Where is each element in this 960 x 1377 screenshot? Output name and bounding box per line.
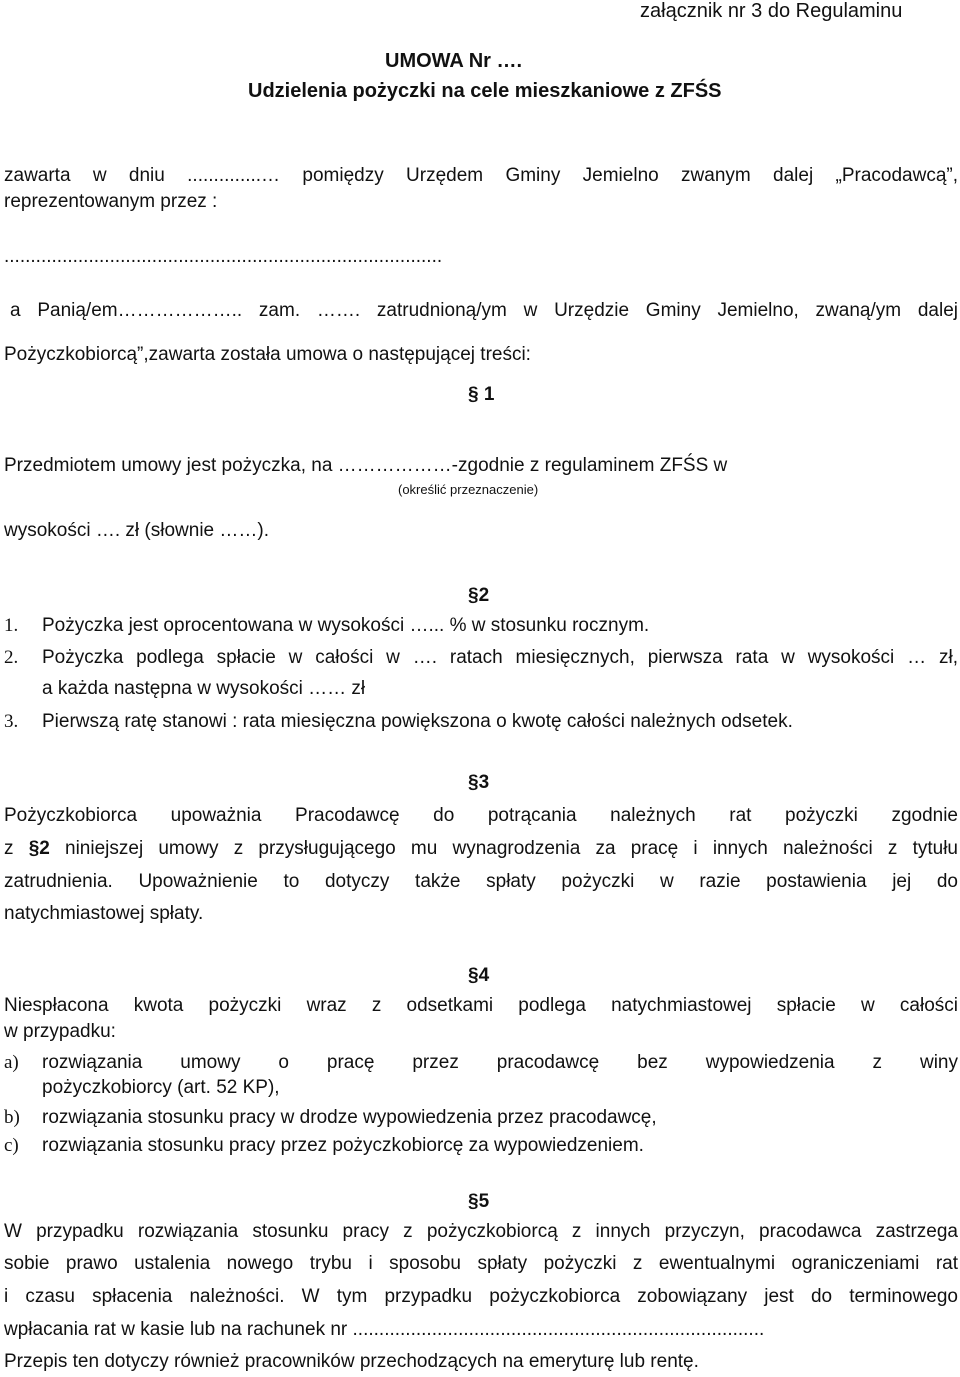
section-2-item-1: Pożyczka jest oprocentowana w wysokości …... % w stosunku rocznym.: [42, 615, 650, 636]
section-4-item-c: rozwiązania stosunku pracy przez pożyczkobiorcę za wypowiedzeniem.: [42, 1135, 644, 1156]
section-2-item-2-number: 2.: [4, 647, 19, 668]
section-3-line-3: zatrudnienia. Upoważnienie to dotyczy także spłaty pożyczki w razie postawienia jej do: [4, 871, 958, 892]
section-2-item-1-number: 1.: [4, 615, 19, 636]
section-5-line-3: i czasu spłacenia należności. W tym przypadku pożyczkobiorca zobowiązany jest do terminowego: [4, 1286, 958, 1307]
intro-line-5: Pożyczkobiorcą”,zawarta została umowa o następującej treści:: [4, 344, 531, 365]
section-2-item-2-cont: a każda następna w wysokości …… zł: [42, 678, 366, 699]
section-4-item-b-letter: b): [4, 1107, 20, 1128]
section-1-line-2: wysokości …. zł (słownie ……).: [4, 520, 269, 541]
section-5-line-4: wpłacania rat w kasie lub na rachunek nr ..............................................................................: [4, 1319, 765, 1340]
intro-line-3: ...................................................................................: [4, 246, 443, 267]
section-5-line-2: sobie prawo ustalenia nowego trybu i sposobu spłaty pożyczki z ewentualnymi ograniczeniami rat: [4, 1253, 958, 1274]
intro-line-4: a Panią/em……………….. zam. ……. zatrudnioną/ym w Urzędzie Gminy Jemielno, zwaną/ym dalej: [10, 300, 958, 321]
intro-line-2: reprezentowanym przez :: [4, 191, 218, 212]
section-4-line-1: Niespłacona kwota pożyczki wraz z odsetkami podlega natychmiastowej spłacie w całości: [4, 995, 958, 1016]
section-3-line-1: Pożyczkobiorca upoważnia Pracodawcę do potrącania należnych rat pożyczki zgodnie: [4, 805, 958, 826]
section-5-line-1: W przypadku rozwiązania stosunku pracy z pożyczkobiorcą z innych przyczyn, pracodawca zastrzega: [4, 1221, 958, 1242]
section-2-item-3-number: 3.: [4, 711, 19, 732]
intro-line-1: zawarta w dniu ..............… pomiędzy Urzędem Gminy Jemielno zwanym dalej „Pracodawcą”,: [4, 165, 958, 186]
attachment-note: załącznik nr 3 do Regulaminu: [640, 0, 903, 22]
section-4-item-c-letter: c): [4, 1135, 19, 1156]
section-1-heading: § 1: [468, 384, 495, 405]
section-3-line-2: z §2 niniejszej umowy z przysługującego mu wynagrodzenia za pracę i innych należności z tytułu: [4, 838, 958, 859]
section-4-item-a-letter: a): [4, 1052, 19, 1073]
section-1-note: (określić przeznaczenie): [398, 482, 539, 497]
section-4-item-a-cont: pożyczkobiorcy (art. 52 KP),: [42, 1077, 280, 1098]
section-4-heading: §4: [468, 965, 490, 986]
section-3-line-4: natychmiastowej spłaty.: [4, 903, 204, 924]
section-4-item-b: rozwiązania stosunku pracy w drodze wypowiedzenia przez pracodawcę,: [42, 1107, 657, 1128]
section-2-heading: §2: [468, 585, 490, 606]
section-4-line-2: w przypadku:: [4, 1021, 116, 1042]
section-5-heading: §5: [468, 1191, 490, 1212]
contract-subtitle: Udzielenia pożyczki na cele mieszkaniowe z ZFŚS: [248, 80, 722, 102]
section-2-item-2: Pożyczka podlega spłacie w całości w …. ratach miesięcznych, pierwsza rata w wysokości … zł,: [42, 647, 958, 668]
section-1-line-1: Przedmiotem umowy jest pożyczka, na ………………-zgodnie z regulaminem ZFŚS w: [4, 455, 728, 476]
section-2-item-3: Pierwszą ratę stanowi : rata miesięczna powiększona o kwotę całości należnych odsetek.: [42, 711, 793, 732]
section-4-item-a: rozwiązania umowy o pracę przez pracodawcę bez wypowiedzenia z winy: [42, 1052, 958, 1073]
section-3-heading: §3: [468, 772, 490, 793]
section-5-line-5: Przepis ten dotyczy również pracowników przechodzących na emeryturę lub rentę.: [4, 1351, 699, 1372]
contract-title: UMOWA Nr ….: [385, 50, 523, 72]
